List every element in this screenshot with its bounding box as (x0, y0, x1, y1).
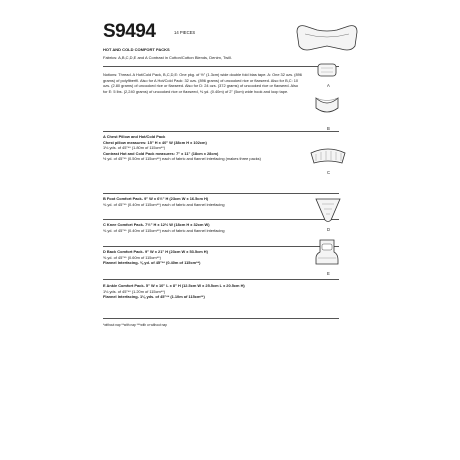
figure-label-d: D (327, 227, 331, 232)
foot-pack-icon (313, 94, 341, 118)
divider (103, 66, 339, 67)
section-b (103, 196, 303, 207)
divider (103, 318, 339, 319)
section-heading: C Knee Comfort Pack- 7½" H x 12½ W (18cm H x 32cm W) (103, 222, 210, 227)
section-line: Contrast Hot and Cold Pack measures: 7" x 11" (18cm x 28cm) (103, 150, 219, 156)
section-line: Chest pillow measures: 15" H x 40" W (38cm H x 102cm) (103, 139, 207, 145)
section-line: ⅜ yd. of 45"** (0.40m of 115cm**) each of fabric and flannel interfacing (103, 227, 225, 233)
section-heading: D Back Comfort Pack- 9" W x 21" H (23cm W x 53.5cm H) (103, 249, 208, 254)
notions-text: Notions: Thread. A Hot/Cold Pack, B,C,D,E: One pkg. of ½" (1.3cm) wide double fold bias tape. A: One 32 ozs. (896 grams) of polyfiberfil. Also for A Hot/Cold Pack: 32 ozs. (896 grams) of uncooked rice or flaxseed. Also for B,C: 10 ozs. (2.80 grams) of uncooked rice or flaxseed. Also for D: 24 ozs. (372 grams) of uncooked rice or flaxseed. Also for E: 5 lbs. (2,240 grams) of uncooked rice or flaxseed, ⅜ yd. (0.40m) of 2" (5cm) wide hook and loop tape. (103, 72, 302, 94)
section-line: 1⅛ yds. of 45"** (1.80m of 115cm**) (103, 145, 166, 151)
pattern-title: HOT AND COLD COMFORT PACKS (103, 47, 170, 52)
hot-cold-pack-icon (317, 63, 337, 77)
section-heading: E Ankle Comfort Pack- 5" W x 10" L x 8" H (12.5cm W x 25.5cm L x 20.5cm H) (103, 283, 245, 288)
section-d (103, 249, 303, 266)
divider (103, 193, 339, 194)
section-line: Flannel Interfacing- 1⅛ yds. of 45"** (1.10m of 115cm**) (103, 294, 205, 300)
section-heading: A Chest Pillow and Hot/Cold Pack (103, 134, 166, 139)
pattern-envelope-back (103, 0, 357, 460)
divider (103, 246, 339, 247)
figure-label-e: E (327, 271, 330, 276)
section-heading: B Foot Comfort Pack- 9" W x 6½" H (23cm W x 16.5cm H) (103, 196, 209, 201)
divider (103, 219, 339, 220)
section-a (103, 134, 303, 162)
section-line: ⅜ yd. of 45"** (0.40m of 115cm**) each of fabric and flannel interfacing (103, 201, 225, 207)
ankle-pack-icon (314, 238, 340, 266)
pattern-number: S9494 (103, 21, 156, 42)
piece-count: 14 PIECES (174, 30, 196, 35)
divider (103, 131, 339, 132)
section-line: 1⅛ yds. of 45"** (1.20m of 115cm**) (103, 288, 166, 294)
divider (103, 279, 339, 280)
figure-label-c: C (327, 170, 331, 175)
fabrics-line: Fabrics: A,B,C,D,E and A Contrast in Cotton/Cotton Blends, Denim, Twill. (103, 55, 232, 60)
section-line: ⅝ yd. of 45"** (0.60m of 115cm**) (103, 254, 161, 260)
section-line: ½ yd. of 45"** (0.50m of 115cm**) each of fabric and flannel interfacing (makes three packs) (103, 156, 261, 162)
section-c (103, 222, 303, 233)
section-line: Flannel Interfacing- ⅜ yd. of 45"** (0.40m of 115cm**) (103, 260, 201, 266)
back-pack-icon (313, 196, 343, 224)
chest-pillow-icon (293, 22, 361, 54)
figure-label-a: A (327, 83, 330, 88)
nap-footnote: *without nap **with nap ***with or without nap (103, 323, 167, 327)
section-e (103, 283, 303, 300)
knee-pack-icon (309, 145, 347, 167)
figure-label-b: B (327, 126, 330, 131)
